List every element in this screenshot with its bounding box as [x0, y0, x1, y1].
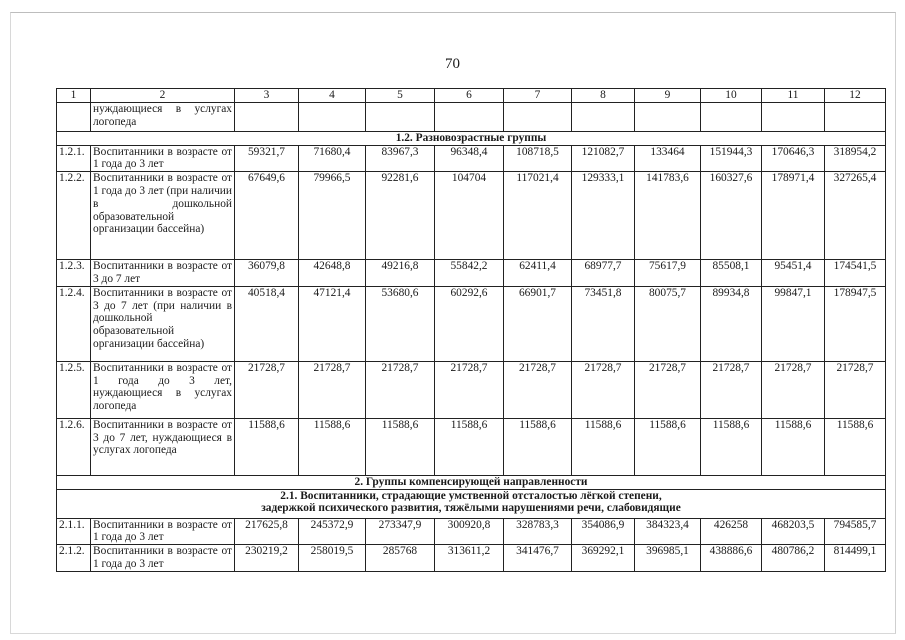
column-number-cell: 10 — [701, 89, 762, 103]
value-cell: 92281,6 — [366, 172, 435, 260]
value-cell: 40518,4 — [235, 286, 299, 361]
value-cell: 89934,8 — [701, 286, 762, 361]
value-cell: 36079,8 — [235, 260, 299, 287]
value-cell: 327265,4 — [825, 172, 886, 260]
table-row — [57, 418, 886, 475]
column-number-cell: 9 — [635, 89, 701, 103]
row-number-cell: 1.2.3. — [57, 260, 91, 287]
value-cell: 80075,7 — [635, 286, 701, 361]
table-row — [57, 172, 886, 260]
value-cell: 11588,6 — [762, 418, 825, 475]
value-cell: 21728,7 — [504, 361, 572, 418]
value-cell — [299, 102, 366, 131]
value-cell: 47121,4 — [299, 286, 366, 361]
column-number-cell: 11 — [762, 89, 825, 103]
value-cell: 55842,2 — [435, 260, 504, 287]
section-row — [57, 131, 886, 145]
table-row — [57, 145, 886, 172]
row-number-cell: 2.1.2. — [57, 545, 91, 572]
value-cell: 11588,6 — [435, 418, 504, 475]
value-cell — [825, 102, 886, 131]
value-cell: 75617,9 — [635, 260, 701, 287]
value-cell: 42648,8 — [299, 260, 366, 287]
value-cell: 129333,1 — [572, 172, 635, 260]
value-cell: 104704 — [435, 172, 504, 260]
value-cell: 285768 — [366, 545, 435, 572]
value-cell: 21728,7 — [701, 361, 762, 418]
value-cell: 178947,5 — [825, 286, 886, 361]
value-cell: 96348,4 — [435, 145, 504, 172]
value-cell: 384323,4 — [635, 518, 701, 545]
value-cell: 369292,1 — [572, 545, 635, 572]
row-description-cell: Воспитанники в возрасте от 1 года до 3 лет, нуждающиеся в услугах логопеда — [91, 361, 235, 418]
column-number-cell: 6 — [435, 89, 504, 103]
value-cell: 11588,6 — [366, 418, 435, 475]
value-cell: 141783,6 — [635, 172, 701, 260]
value-cell: 426258 — [701, 518, 762, 545]
table-row — [57, 260, 886, 287]
value-cell — [635, 102, 701, 131]
value-cell: 133464 — [635, 145, 701, 172]
table-row — [57, 545, 886, 572]
value-cell: 71680,4 — [299, 145, 366, 172]
table-row — [57, 518, 886, 545]
value-cell: 66901,7 — [504, 286, 572, 361]
value-cell: 117021,4 — [504, 172, 572, 260]
value-cell: 178971,4 — [762, 172, 825, 260]
row-description-cell: Воспитанники в возрасте от 3 до 7 лет — [91, 260, 235, 287]
value-cell: 794585,7 — [825, 518, 886, 545]
value-cell: 341476,7 — [504, 545, 572, 572]
section-row — [57, 489, 886, 518]
value-cell: 21728,7 — [572, 361, 635, 418]
column-number-cell: 3 — [235, 89, 299, 103]
tariff-table — [56, 88, 886, 572]
value-cell: 83967,3 — [366, 145, 435, 172]
value-cell: 79966,5 — [299, 172, 366, 260]
value-cell: 85508,1 — [701, 260, 762, 287]
value-cell: 468203,5 — [762, 518, 825, 545]
value-cell — [701, 102, 762, 131]
value-cell — [235, 102, 299, 131]
row-description-cell: Воспитанники в возрасте от 1 года до 3 лет — [91, 145, 235, 172]
value-cell: 217625,8 — [235, 518, 299, 545]
row-description-cell: Воспитанники в возрасте от 1 года до 3 лет (при наличии в дошкольной образовательной организации бассейна) — [91, 172, 235, 260]
value-cell: 438886,6 — [701, 545, 762, 572]
value-cell: 354086,9 — [572, 518, 635, 545]
value-cell: 67649,6 — [235, 172, 299, 260]
value-cell: 396985,1 — [635, 545, 701, 572]
value-cell — [762, 102, 825, 131]
subsection-heading-line: задержкой психического развития, тяжёлыми нарушениями речи, слабовидящие — [261, 502, 681, 515]
value-cell: 99847,1 — [762, 286, 825, 361]
row-description-cell: Воспитанники в возрасте от 3 до 7 лет, нуждающиеся в услугах логопеда — [91, 418, 235, 475]
value-cell: 21728,7 — [299, 361, 366, 418]
value-cell: 11588,6 — [635, 418, 701, 475]
row-number-cell: 1.2.4. — [57, 286, 91, 361]
value-cell — [435, 102, 504, 131]
value-cell: 258019,5 — [299, 545, 366, 572]
column-number-cell: 5 — [366, 89, 435, 103]
section-heading: 1.2. Разновозрастные группы — [57, 131, 886, 145]
value-cell — [366, 102, 435, 131]
row-number-cell: 2.1.1. — [57, 518, 91, 545]
row-number-cell: 1.2.2. — [57, 172, 91, 260]
value-cell: 151944,3 — [701, 145, 762, 172]
value-cell: 11588,6 — [235, 418, 299, 475]
section-row — [57, 475, 886, 489]
value-cell: 21728,7 — [825, 361, 886, 418]
value-cell: 480786,2 — [762, 545, 825, 572]
value-cell: 60292,6 — [435, 286, 504, 361]
row-number-cell: 1.2.1. — [57, 145, 91, 172]
value-cell: 21728,7 — [762, 361, 825, 418]
row-description-cell: Воспитанники в возрасте от 1 года до 3 лет — [91, 545, 235, 572]
section-heading: 2. Группы компенсирующей направленности — [57, 475, 886, 489]
value-cell: 11588,6 — [299, 418, 366, 475]
column-number-row — [57, 89, 886, 103]
value-cell: 11588,6 — [572, 418, 635, 475]
table-body — [57, 89, 886, 572]
value-cell: 68977,7 — [572, 260, 635, 287]
value-cell: 273347,9 — [366, 518, 435, 545]
table-row — [57, 286, 886, 361]
page-number: 70 — [445, 56, 460, 72]
subsection-heading — [57, 489, 886, 518]
subsection-heading-line: 2.1. Воспитанники, страдающие умственной отсталостью лёгкой степени, — [280, 489, 662, 502]
value-cell: 59321,7 — [235, 145, 299, 172]
value-cell: 108718,5 — [504, 145, 572, 172]
value-cell: 95451,4 — [762, 260, 825, 287]
value-cell: 62411,4 — [504, 260, 572, 287]
value-cell: 11588,6 — [701, 418, 762, 475]
value-cell: 21728,7 — [635, 361, 701, 418]
value-cell: 328783,3 — [504, 518, 572, 545]
row-description-cell: нуждающиеся в услугах логопеда — [91, 102, 235, 131]
row-description-cell: Воспитанники в возрасте от 3 до 7 лет (при наличии в дошкольной образовательной организации бассейна) — [91, 286, 235, 361]
value-cell: 245372,9 — [299, 518, 366, 545]
value-cell: 121082,7 — [572, 145, 635, 172]
value-cell: 318954,2 — [825, 145, 886, 172]
column-number-cell: 12 — [825, 89, 886, 103]
value-cell — [572, 102, 635, 131]
row-number-cell: 1.2.6. — [57, 418, 91, 475]
value-cell: 174541,5 — [825, 260, 886, 287]
table-row — [57, 102, 886, 131]
table-row — [57, 361, 886, 418]
value-cell: 814499,1 — [825, 545, 886, 572]
value-cell: 230219,2 — [235, 545, 299, 572]
value-cell: 300920,8 — [435, 518, 504, 545]
value-cell: 49216,8 — [366, 260, 435, 287]
row-description-cell: Воспитанники в возрасте от 1 года до 3 лет — [91, 518, 235, 545]
column-number-cell: 7 — [504, 89, 572, 103]
value-cell: 170646,3 — [762, 145, 825, 172]
column-number-cell: 4 — [299, 89, 366, 103]
value-cell: 21728,7 — [235, 361, 299, 418]
column-number-cell: 2 — [91, 89, 235, 103]
value-cell: 73451,8 — [572, 286, 635, 361]
value-cell — [504, 102, 572, 131]
value-cell: 11588,6 — [504, 418, 572, 475]
column-number-cell: 1 — [57, 89, 91, 103]
value-cell: 21728,7 — [366, 361, 435, 418]
value-cell: 53680,6 — [366, 286, 435, 361]
column-number-cell: 8 — [572, 89, 635, 103]
row-number-cell — [57, 102, 91, 131]
value-cell: 21728,7 — [435, 361, 504, 418]
value-cell: 11588,6 — [825, 418, 886, 475]
value-cell: 313611,2 — [435, 545, 504, 572]
row-number-cell: 1.2.5. — [57, 361, 91, 418]
value-cell: 160327,6 — [701, 172, 762, 260]
